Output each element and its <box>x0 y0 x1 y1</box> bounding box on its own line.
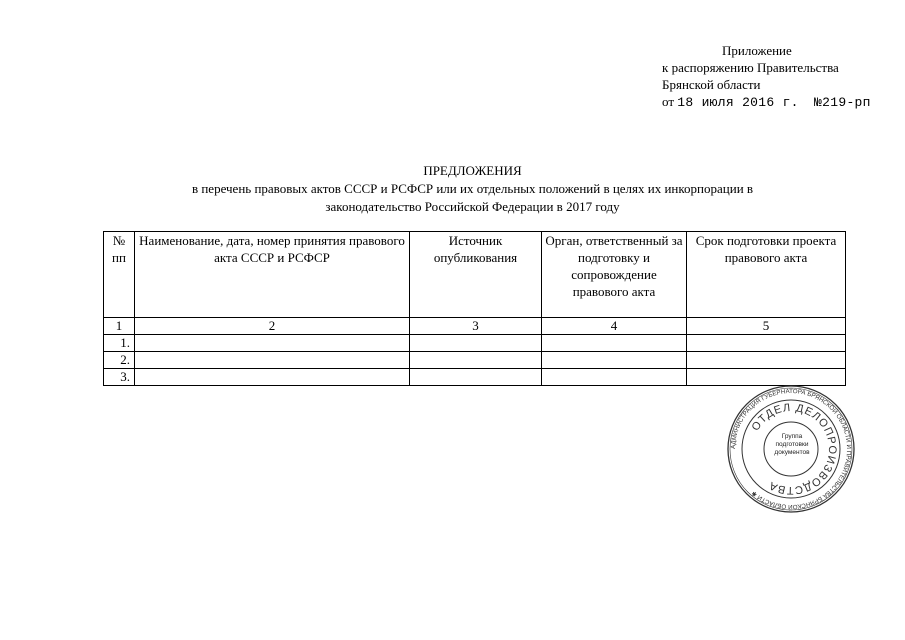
stamp-inner-text: ОТДЕЛ ДЕЛОПРОИЗВОДСТВА <box>749 401 839 497</box>
header-deadline: Срок подготовки проекта правового акта <box>687 232 846 318</box>
decree-number: №219-рп <box>814 95 871 110</box>
date-prefix: от <box>662 94 675 109</box>
table-row <box>104 369 846 386</box>
stamp-center-line: подготовки <box>775 441 809 448</box>
table-cell <box>542 352 687 369</box>
column-number: 1 <box>104 318 135 335</box>
table-cell <box>687 352 846 369</box>
row-index: 1. <box>104 335 135 352</box>
title-line-2: в перечень правовых актов СССР и РСФСР или их отдельных положений в целях их инкорпорации в <box>191 181 754 196</box>
table-row <box>104 352 846 369</box>
header-number: № пп <box>104 232 135 318</box>
table-cell <box>135 369 410 386</box>
header-act-name: Наименование, дата, номер принятия правового акта СССР и РСФСР <box>135 232 410 318</box>
decree-date: 18 июля 2016 г. <box>677 95 799 110</box>
table-cell <box>135 335 410 352</box>
stamp-center-text <box>771 433 813 457</box>
column-number-row <box>104 318 846 335</box>
stamp-center-line: документов <box>774 449 810 456</box>
table-cell <box>410 352 542 369</box>
appendix-line-decree: к распоряжению Правительства <box>662 60 839 75</box>
header-source: Источник опубликования <box>410 232 542 318</box>
table-cell <box>542 369 687 386</box>
appendix-block <box>662 42 897 111</box>
title-heading: ПРЕДЛОЖЕНИЯ <box>423 163 522 178</box>
table-cell <box>542 335 687 352</box>
header-row <box>104 232 846 318</box>
stamp-outer-text: АДМИНИСТРАЦИЯ ГУБЕРНАТОРА БРЯНСКОЙ ОБЛАСТИ И ПРАВИТЕЛЬСТВА БРЯНСКОЙ ОБЛАСТИ ✱ <box>729 387 853 511</box>
column-number: 4 <box>542 318 687 335</box>
stamp-center-line: Группа <box>781 433 803 440</box>
table-cell <box>687 369 846 386</box>
proposals-table <box>103 231 846 386</box>
column-number: 3 <box>410 318 542 335</box>
appendix-date-line <box>662 93 897 111</box>
appendix-title: Приложение <box>722 43 792 58</box>
column-number: 5 <box>687 318 846 335</box>
table-cell <box>687 335 846 352</box>
row-index: 3. <box>104 369 135 386</box>
table-cell <box>410 369 542 386</box>
table-cell <box>410 335 542 352</box>
table-row <box>104 335 846 352</box>
table-cell <box>135 352 410 369</box>
title-line-3: законодательство Российской Федерации в 2017 году <box>325 199 620 214</box>
header-responsible-body: Орган, ответственный за подготовку и сопровождение правового акта <box>542 232 687 318</box>
appendix-line-region: Брянской области <box>662 77 761 92</box>
row-index: 2. <box>104 352 135 369</box>
document-title <box>100 162 845 216</box>
column-number: 2 <box>135 318 410 335</box>
